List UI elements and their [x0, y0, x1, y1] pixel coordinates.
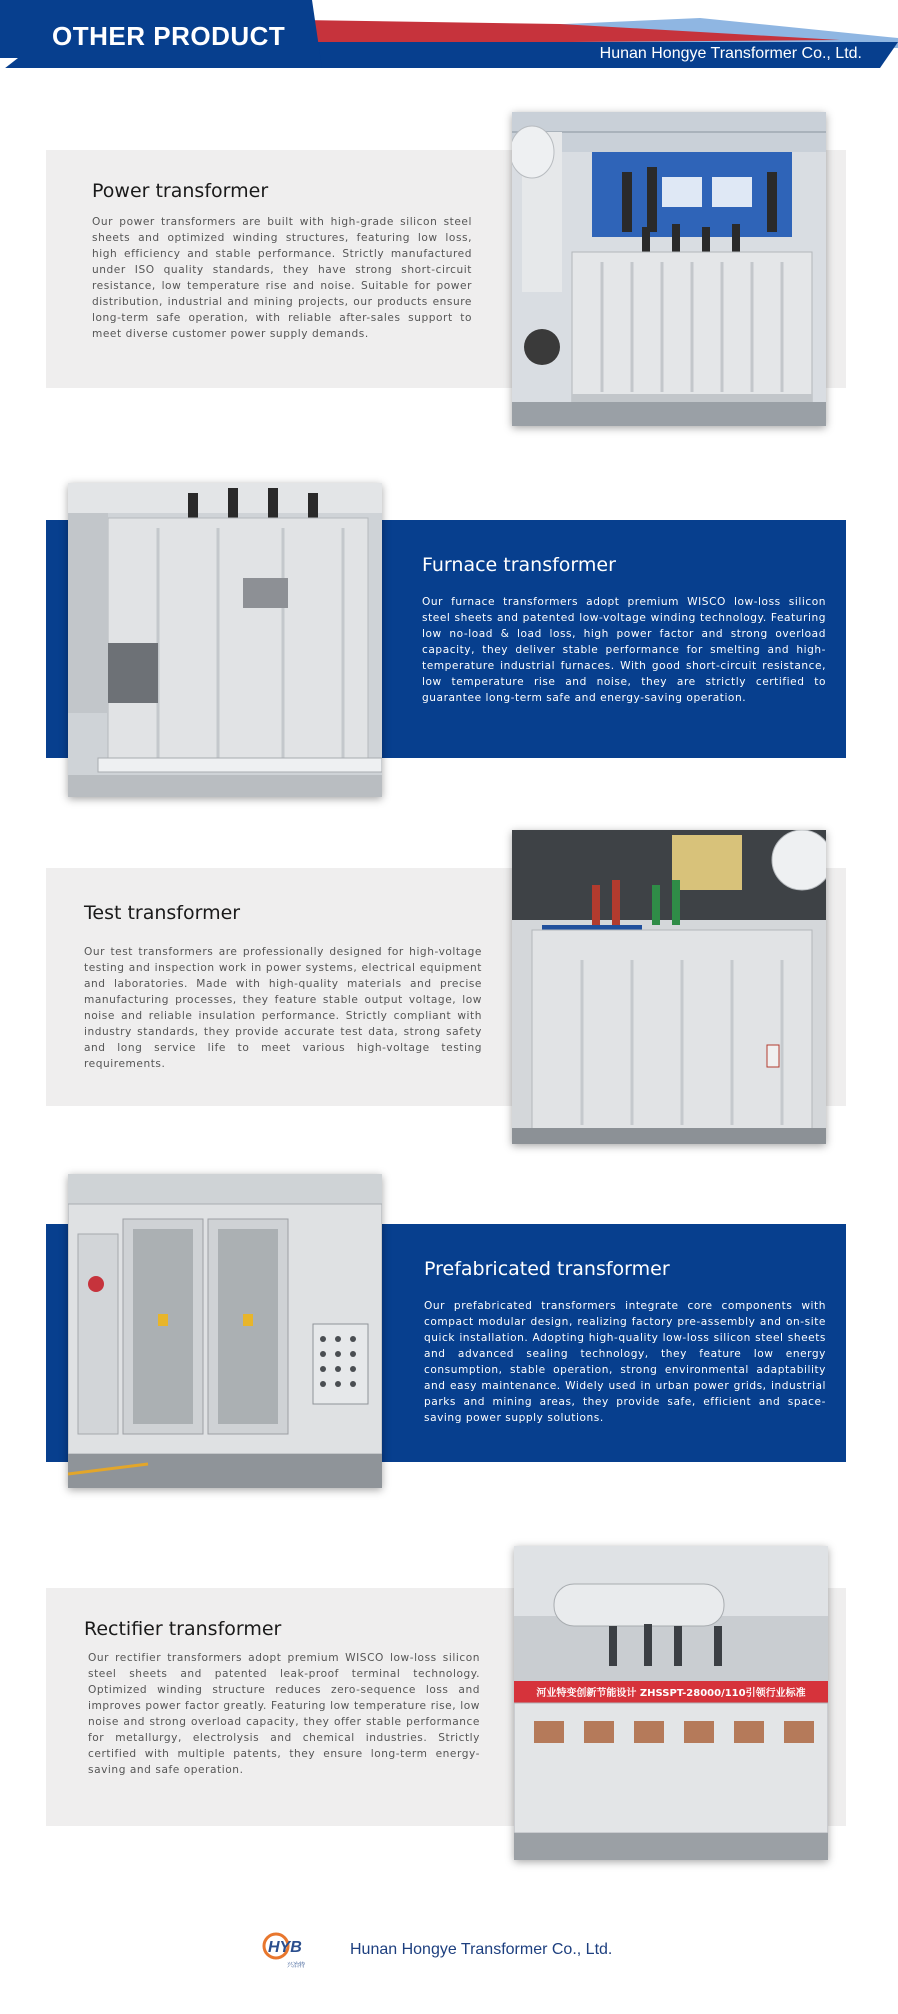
product-title: Rectifier transformer [84, 1618, 282, 1640]
rectifier-banner-text: 河业特变创新节能设计 ZHSSPT-28000/110引领行业标准 [536, 1688, 806, 1699]
logo-chinese-text: 兴冶特 [287, 1963, 306, 1969]
page-footer [262, 1930, 682, 1970]
header-company-name: Hunan Hongye Transformer Co., Ltd. [599, 45, 862, 62]
product-title: Power transformer [92, 180, 269, 202]
svg-text:HYB: HYB [268, 1939, 302, 1956]
product-image-rectifier-transformer [514, 1546, 828, 1860]
product-image-prefabricated-transformer [68, 1174, 382, 1488]
product-description: Our furnace transformers adopt premium WISCO low-loss silicon steel sheets and patented low-voltage winding technology. Featuring low no-load & load loss, high power factor and strong overload capacity, they deliver stable performance for smelting and high-temperature industrial furnaces. With good short-circuit resistance, low temperature rise and noise, they are strictly certified to guarantee long-term safe and energy-saving operation. [422, 596, 826, 704]
product-image-test-transformer [512, 830, 826, 1144]
product-title: Furnace transformer [422, 554, 616, 576]
product-description: Our power transformers are built with high-grade silicon steel sheets and optimized winding structures, featuring low loss, high efficiency and stable performance. Strictly manufactured under ISO quality standards, they have strong short-circuit resistance, low temperature rise and noise. Suitable for power distribution, industrial and mining projects, our products ensure long-term safe operation, with reliable after-sales support to meet diverse customer power supply demands. [92, 216, 472, 340]
product-description: Our test transformers are professionally designed for high-voltage testing and inspection work in power systems, electrical equipment and laboratories. Made with high-quality materials and precise manufacturing processes, they feature stable output voltage, low noise and reliable insulation performance. Strictly compliant with industry standards, they provide accurate test data, strong safety and long service life to meet various high-voltage testing requirements. [84, 946, 482, 1070]
page-title: OTHER PRODUCT [52, 21, 286, 51]
product-image-furnace-transformer [68, 483, 382, 797]
product-title: Test transformer [84, 902, 241, 924]
page-header [0, 0, 898, 74]
product-description: Our rectifier transformers adopt premium WISCO low-loss silicon steel sheets and patented leak-proof terminal technology. Optimized winding structure reduces zero-sequence loss and improves power factor greatly. Featuring low temperature rise, low noise and strong overload capacity, they offer stable performance for metallurgy, electrolysis and chemical industries. Strictly certified with multiple patents, they ensure long-term energy-saving and safe operation. [88, 1652, 480, 1776]
product-description: Our prefabricated transformers integrate core components with compact modular design, realizing factory pre-assembly and on-site quick installation. Adopting high-quality low-loss silicon steel sheets and advanced sealing technology, they feature low energy consumption, stable operation, strong environmental adaptability and easy maintenance. Widely used in urban power grids, industrial parks and mining areas, they provide safe, efficient and space-saving power supply solutions. [424, 1300, 826, 1424]
footer-company-name: Hunan Hongye Transformer Co., Ltd. [350, 1941, 613, 1958]
product-title: Prefabricated transformer [424, 1258, 670, 1280]
product-image-power-transformer [512, 112, 826, 426]
